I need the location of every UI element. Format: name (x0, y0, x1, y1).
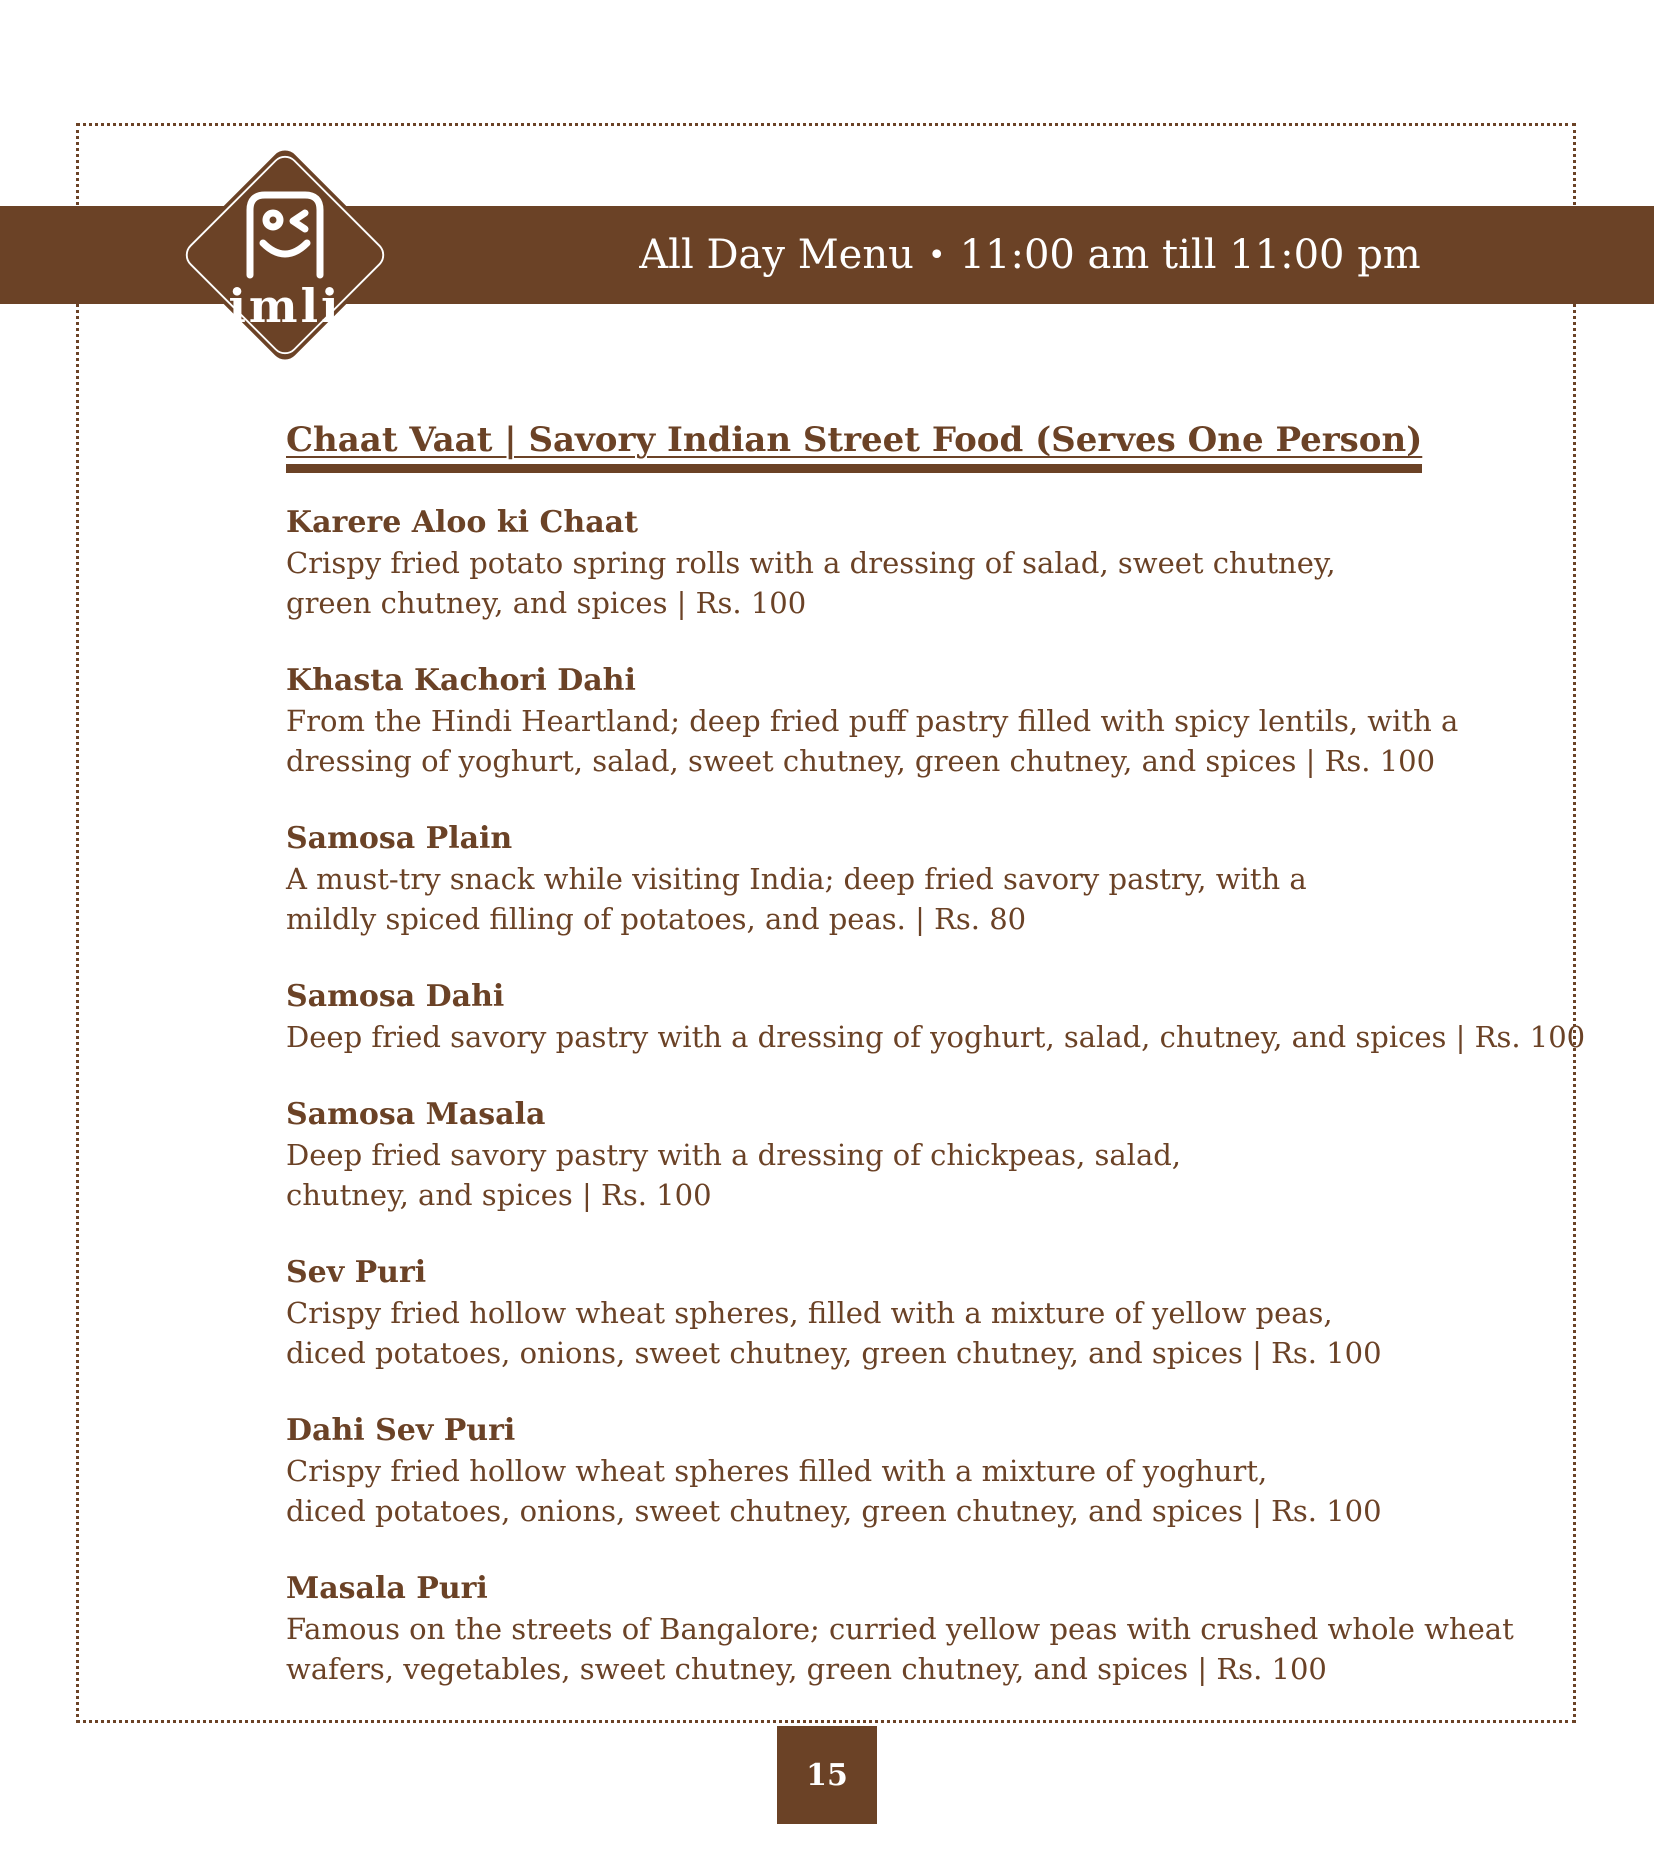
menu-item-description: A must-try snack while visiting India; deep fried savory pastry, with a (286, 862, 1307, 896)
menu-item-name: Samosa Dahi (286, 979, 505, 1014)
menu-item-name: Dahi Sev Puri (286, 1413, 516, 1448)
menu-item-description: diced potatoes, onions, sweet chutney, green chutney, and spices | Rs. 100 (286, 1494, 1382, 1528)
menu-item-description: Crispy fried hollow wheat spheres filled with a mixture of yoghurt, (286, 1454, 1268, 1488)
menu-item-name: Samosa Plain (286, 821, 513, 856)
menu-item-description: mildly spiced filling of potatoes, and peas. | Rs. 80 (286, 902, 1027, 936)
menu-item-name: Khasta Kachori Dahi (286, 663, 636, 698)
menu-item (286, 1569, 1576, 1689)
menu-item-description: dressing of yoghurt, salad, sweet chutney, green chutney, and spices | Rs. 100 (286, 744, 1436, 778)
menu-item-name: Sev Puri (286, 1255, 427, 1290)
menu-item-description: diced potatoes, onions, sweet chutney, green chutney, and spices | Rs. 100 (286, 1336, 1382, 1370)
section-title: Chaat Vaat | Savory Indian Street Food (Serves One Person) (286, 420, 1422, 473)
menu-item-name: Karere Aloo ki Chaat (286, 505, 638, 540)
page-number: 15 (777, 1726, 877, 1824)
menu-header (639, 206, 1421, 304)
menu-item (286, 1411, 1576, 1531)
menu-hours: 11:00 am till 11:00 pm (959, 232, 1421, 278)
logo-diamond-icon (155, 125, 415, 385)
logo-wordmark: imli (228, 279, 342, 333)
menu-item-description: Deep fried savory pastry with a dressing of yoghurt, salad, chutney, and spices | Rs. 100 (286, 1020, 1586, 1054)
menu-item-description: Deep fried savory pastry with a dressing of chickpeas, salad, (286, 1138, 1182, 1172)
menu-item (286, 503, 1576, 623)
menu-content (286, 420, 1586, 1727)
menu-item (286, 977, 1586, 1057)
menu-item-description: Crispy fried hollow wheat spheres, filled with a mixture of yellow peas, (286, 1296, 1333, 1330)
imli-logo (155, 125, 415, 385)
menu-item-description: wafers, vegetables, sweet chutney, green chutney, and spices | Rs. 100 (286, 1652, 1327, 1686)
menu-item-name: Samosa Masala (286, 1097, 546, 1132)
menu-item (286, 1253, 1576, 1373)
menu-item-name: Masala Puri (286, 1571, 488, 1606)
header-separator: • (927, 237, 946, 273)
menu-item (286, 1095, 1576, 1215)
menu-item-description: chutney, and spices | Rs. 100 (286, 1178, 712, 1212)
menu-item (286, 661, 1576, 781)
menu-items-list (286, 503, 1586, 1689)
menu-title: All Day Menu (639, 232, 914, 278)
menu-item-description: Crispy fried potato spring rolls with a dressing of salad, sweet chutney, (286, 546, 1336, 580)
menu-item-description: green chutney, and spices | Rs. 100 (286, 586, 807, 620)
menu-item-description: From the Hindi Heartland; deep fried puff pastry filled with spicy lentils, with a (286, 704, 1459, 738)
menu-item-description: Famous on the streets of Bangalore; curried yellow peas with crushed whole wheat (286, 1612, 1514, 1646)
menu-item (286, 819, 1576, 939)
